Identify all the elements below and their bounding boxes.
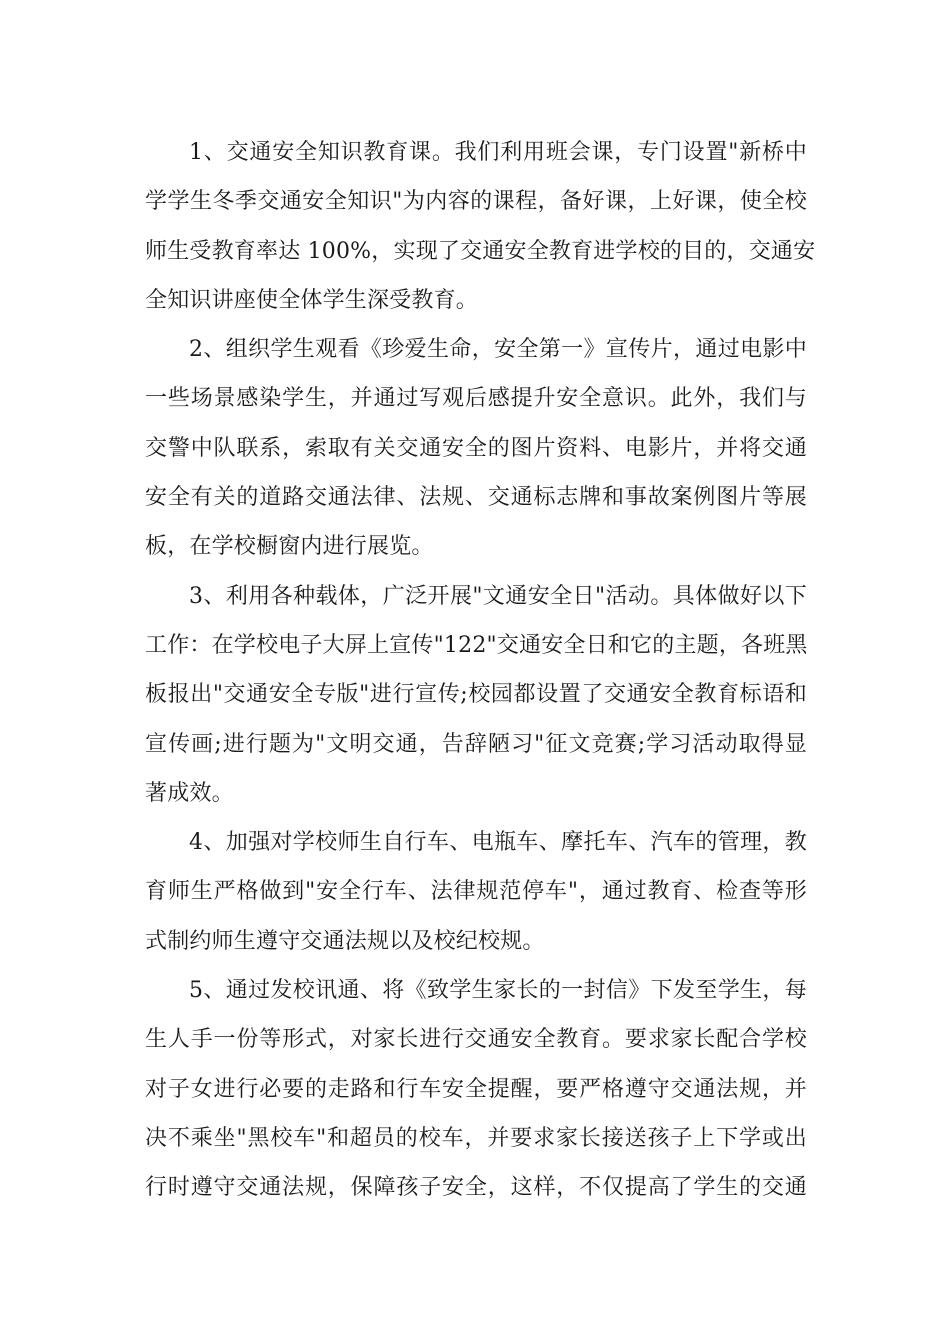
text-line: 板报出"交通安全专版"进行宣传;校园都设置了交通安全教育标语和 (145, 682, 807, 708)
paragraph-5 (145, 966, 807, 1212)
text-line: 交警中队联系，索取有关交通安全的图片资料、电影片，并将交通 (145, 435, 807, 461)
text-line: 一些场景感染学生，并通过写观后感提升安全意识。此外，我们与 (145, 386, 807, 412)
text-line: 5、通过发校讯通、将《致学生家长的一封信》下发至学生，每 (189, 978, 807, 1004)
text-line: 师生受教育率达 100%，实现了交通安全教育进学校的目的，交通安 (145, 238, 816, 264)
text-line: 对子女进行必要的走路和行车安全提醒，要严格遵守交通法规，并 (145, 1076, 807, 1102)
paragraph-3 (145, 572, 807, 818)
text-line: 决不乘坐"黑校车"和超员的校车，并要求家长接送孩子上下学或出 (145, 1125, 807, 1151)
document-body (145, 128, 816, 1213)
text-line: 生人手一份等形式，对家长进行交通安全教育。要求家长配合学校 (145, 1027, 807, 1053)
text-line: 工作：在学校电子大屏上宣传"122"交通安全日和它的主题，各班黑 (145, 632, 808, 658)
text-line: 4、加强对学校师生自行车、电瓶车、摩托车、汽车的管理，教 (189, 830, 807, 856)
text-line: 全知识讲座使全体学生深受教育。 (145, 287, 479, 313)
text-line: 宣传画;进行题为"文明交通，告辞陋习"征文竞赛;学习活动取得显 (145, 731, 807, 757)
text-line: 育师生严格做到"安全行车、法律规范停车"，通过教育、检查等形 (145, 879, 807, 905)
text-line: 3、利用各种载体，广泛开展"文通安全日"活动。具体做好以下 (189, 583, 807, 609)
text-line: 行时遵守交通法规，保障孩子安全，这样，不仅提高了学生的交通 (145, 1175, 807, 1201)
text-line: 2、组织学生观看《珍爱生命，安全第一》宣传片，通过电影中 (189, 337, 807, 363)
paragraph-4 (145, 818, 807, 966)
text-line: 著成效。 (145, 780, 234, 806)
text-line: 学学生冬季交通安全知识"为内容的课程，备好课，上好课，使全校 (145, 189, 807, 215)
text-line: 安全有关的道路交通法律、法规、交通标志牌和事故案例图片等展 (145, 485, 807, 511)
text-line: 式制约师生遵守交通法规以及校纪校规。 (145, 928, 545, 954)
text-line: 板，在学校橱窗内进行展览。 (145, 534, 434, 560)
paragraph-1 (145, 128, 816, 325)
text-line: 1、交通安全知识教育课。我们利用班会课，专门设置"新桥中 (189, 140, 807, 165)
paragraph-2 (145, 325, 807, 571)
